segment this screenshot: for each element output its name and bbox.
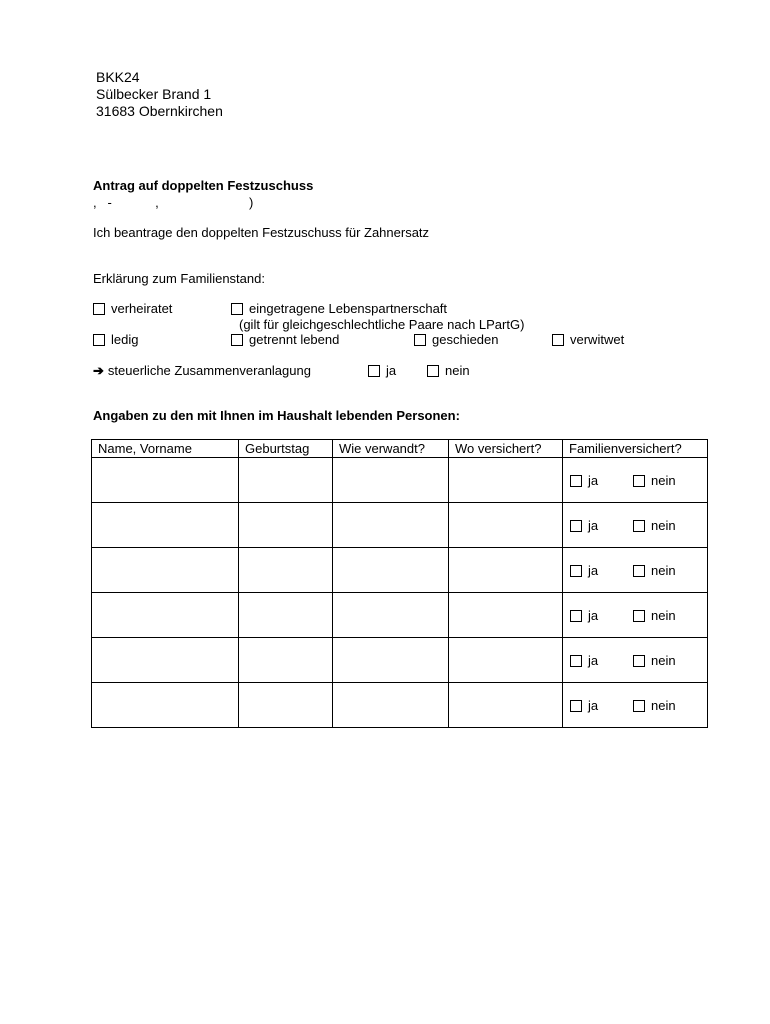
label-verwitwet: verwitwet xyxy=(570,332,625,347)
checkbox-verheiratet[interactable] xyxy=(93,303,105,315)
cell-insurer[interactable] xyxy=(449,503,563,548)
arrow-right-icon: ➔ xyxy=(93,363,104,378)
checkbox-family-yes[interactable] xyxy=(570,475,582,487)
form-intro: Ich beantrage den doppelten Festzuschuss für Zahnersatz xyxy=(93,225,430,240)
table-row xyxy=(92,638,708,683)
checkbox-family-no[interactable] xyxy=(633,655,645,667)
checkbox-tax-no[interactable] xyxy=(427,365,439,377)
cell-birthday[interactable] xyxy=(239,503,333,548)
checkbox-verwitwet[interactable] xyxy=(552,334,564,346)
household-table xyxy=(91,439,708,728)
tax-label-row xyxy=(93,363,311,379)
family-insured-no[interactable] xyxy=(633,608,676,623)
checkbox-family-no[interactable] xyxy=(633,565,645,577)
label-family-no: nein xyxy=(651,518,676,533)
label-family-yes: ja xyxy=(588,473,599,488)
table-row xyxy=(92,593,708,638)
family-insured-yes[interactable] xyxy=(570,473,598,488)
cell-name[interactable] xyxy=(92,503,239,548)
cell-insurer[interactable] xyxy=(449,458,563,503)
tax-option-no[interactable] xyxy=(427,363,470,379)
checkbox-family-yes[interactable] xyxy=(570,700,582,712)
family-insured-yes[interactable] xyxy=(570,608,598,623)
checkbox-family-no[interactable] xyxy=(633,520,645,532)
cell-insurer[interactable] xyxy=(449,638,563,683)
cell-relation[interactable] xyxy=(333,593,449,638)
cell-name[interactable] xyxy=(92,683,239,728)
checkbox-family-yes[interactable] xyxy=(570,655,582,667)
label-family-yes: ja xyxy=(588,653,599,668)
option-geschieden[interactable] xyxy=(414,332,499,348)
label-family-no: nein xyxy=(651,608,676,623)
checkbox-geschieden[interactable] xyxy=(414,334,426,346)
table-row xyxy=(92,683,708,728)
table-header-row xyxy=(92,440,708,458)
cell-relation[interactable] xyxy=(333,548,449,593)
table-row xyxy=(92,458,708,503)
label-getrennt: getrennt lebend xyxy=(249,332,340,347)
cell-name[interactable] xyxy=(92,638,239,683)
cell-family-insured xyxy=(563,503,708,548)
checkbox-ledig[interactable] xyxy=(93,334,105,346)
label-family-no: nein xyxy=(651,698,676,713)
family-insured-no[interactable] xyxy=(633,698,676,713)
label-family-yes: ja xyxy=(588,698,599,713)
recipient-city: 31683 Obernkirchen xyxy=(96,103,223,119)
option-lebenspartnerschaft[interactable] xyxy=(231,301,447,317)
family-insured-no[interactable] xyxy=(633,653,676,668)
cell-name[interactable] xyxy=(92,548,239,593)
family-insured-yes[interactable] xyxy=(570,563,598,578)
cell-family-insured xyxy=(563,638,708,683)
cell-relation[interactable] xyxy=(333,638,449,683)
checkbox-family-yes[interactable] xyxy=(570,610,582,622)
label-family-yes: ja xyxy=(588,563,599,578)
form-title: Antrag auf doppelten Festzuschuss xyxy=(93,178,314,193)
cell-family-insured xyxy=(563,458,708,503)
column-header: Familienversichert? xyxy=(563,440,708,458)
label-ledig: ledig xyxy=(111,332,139,347)
checkbox-family-no[interactable] xyxy=(633,475,645,487)
recipient-street: Sülbecker Brand 1 xyxy=(96,86,212,102)
label-family-yes: ja xyxy=(588,608,599,623)
cell-family-insured xyxy=(563,593,708,638)
label-lebenspartnerschaft: eingetragene Lebenspartnerschaft xyxy=(249,301,448,316)
recipient-name: BKK24 xyxy=(96,69,140,85)
marital-heading: Erklärung zum Familienstand: xyxy=(93,271,265,286)
table-row xyxy=(92,548,708,593)
option-verheiratet[interactable] xyxy=(93,301,172,317)
checkbox-family-no[interactable] xyxy=(633,610,645,622)
label-geschieden: geschieden xyxy=(432,332,499,347)
tax-label: steuerliche Zusammenveranlagung xyxy=(107,363,311,378)
cell-relation[interactable] xyxy=(333,503,449,548)
form-subtitle-line: , - , ) xyxy=(93,195,254,210)
column-header: Wo versichert? xyxy=(449,440,563,458)
cell-birthday[interactable] xyxy=(239,458,333,503)
cell-relation[interactable] xyxy=(333,683,449,728)
option-verwitwet[interactable] xyxy=(552,332,624,348)
label-family-no: nein xyxy=(651,563,676,578)
family-insured-no[interactable] xyxy=(633,518,676,533)
column-header: Name, Vorname xyxy=(92,440,239,458)
household-heading: Angaben zu den mit Ihnen im Haushalt lebenden Personen: xyxy=(93,408,460,423)
checkbox-family-no[interactable] xyxy=(633,700,645,712)
cell-insurer[interactable] xyxy=(449,548,563,593)
cell-name[interactable] xyxy=(92,593,239,638)
cell-family-insured xyxy=(563,683,708,728)
label-verheiratet: verheiratet xyxy=(111,301,173,316)
family-insured-yes[interactable] xyxy=(570,518,598,533)
cell-birthday[interactable] xyxy=(239,638,333,683)
checkbox-lebenspartnerschaft[interactable] xyxy=(231,303,243,315)
cell-family-insured xyxy=(563,548,708,593)
label-tax-no: nein xyxy=(445,363,470,378)
column-header: Geburtstag xyxy=(239,440,333,458)
tax-option-yes[interactable] xyxy=(368,363,396,379)
checkbox-getrennt[interactable] xyxy=(231,334,243,346)
family-insured-yes[interactable] xyxy=(570,653,598,668)
label-family-yes: ja xyxy=(588,518,599,533)
lebenspartnerschaft-note: (gilt für gleichgeschlechtliche Paare nach LPartG) xyxy=(239,317,525,332)
cell-name[interactable] xyxy=(92,458,239,503)
cell-insurer[interactable] xyxy=(449,683,563,728)
label-family-no: nein xyxy=(651,653,676,668)
checkbox-family-yes[interactable] xyxy=(570,520,582,532)
family-insured-yes[interactable] xyxy=(570,698,598,713)
option-ledig[interactable] xyxy=(93,332,138,348)
table-row xyxy=(92,503,708,548)
cell-birthday[interactable] xyxy=(239,683,333,728)
family-insured-no[interactable] xyxy=(633,563,676,578)
cell-birthday[interactable] xyxy=(239,593,333,638)
cell-relation[interactable] xyxy=(333,458,449,503)
family-insured-no[interactable] xyxy=(633,473,676,488)
label-family-no: nein xyxy=(651,473,676,488)
cell-birthday[interactable] xyxy=(239,548,333,593)
checkbox-family-yes[interactable] xyxy=(570,565,582,577)
option-getrennt[interactable] xyxy=(231,332,339,348)
column-header: Wie verwandt? xyxy=(333,440,449,458)
label-tax-yes: ja xyxy=(386,363,397,378)
checkbox-tax-yes[interactable] xyxy=(368,365,380,377)
cell-insurer[interactable] xyxy=(449,593,563,638)
